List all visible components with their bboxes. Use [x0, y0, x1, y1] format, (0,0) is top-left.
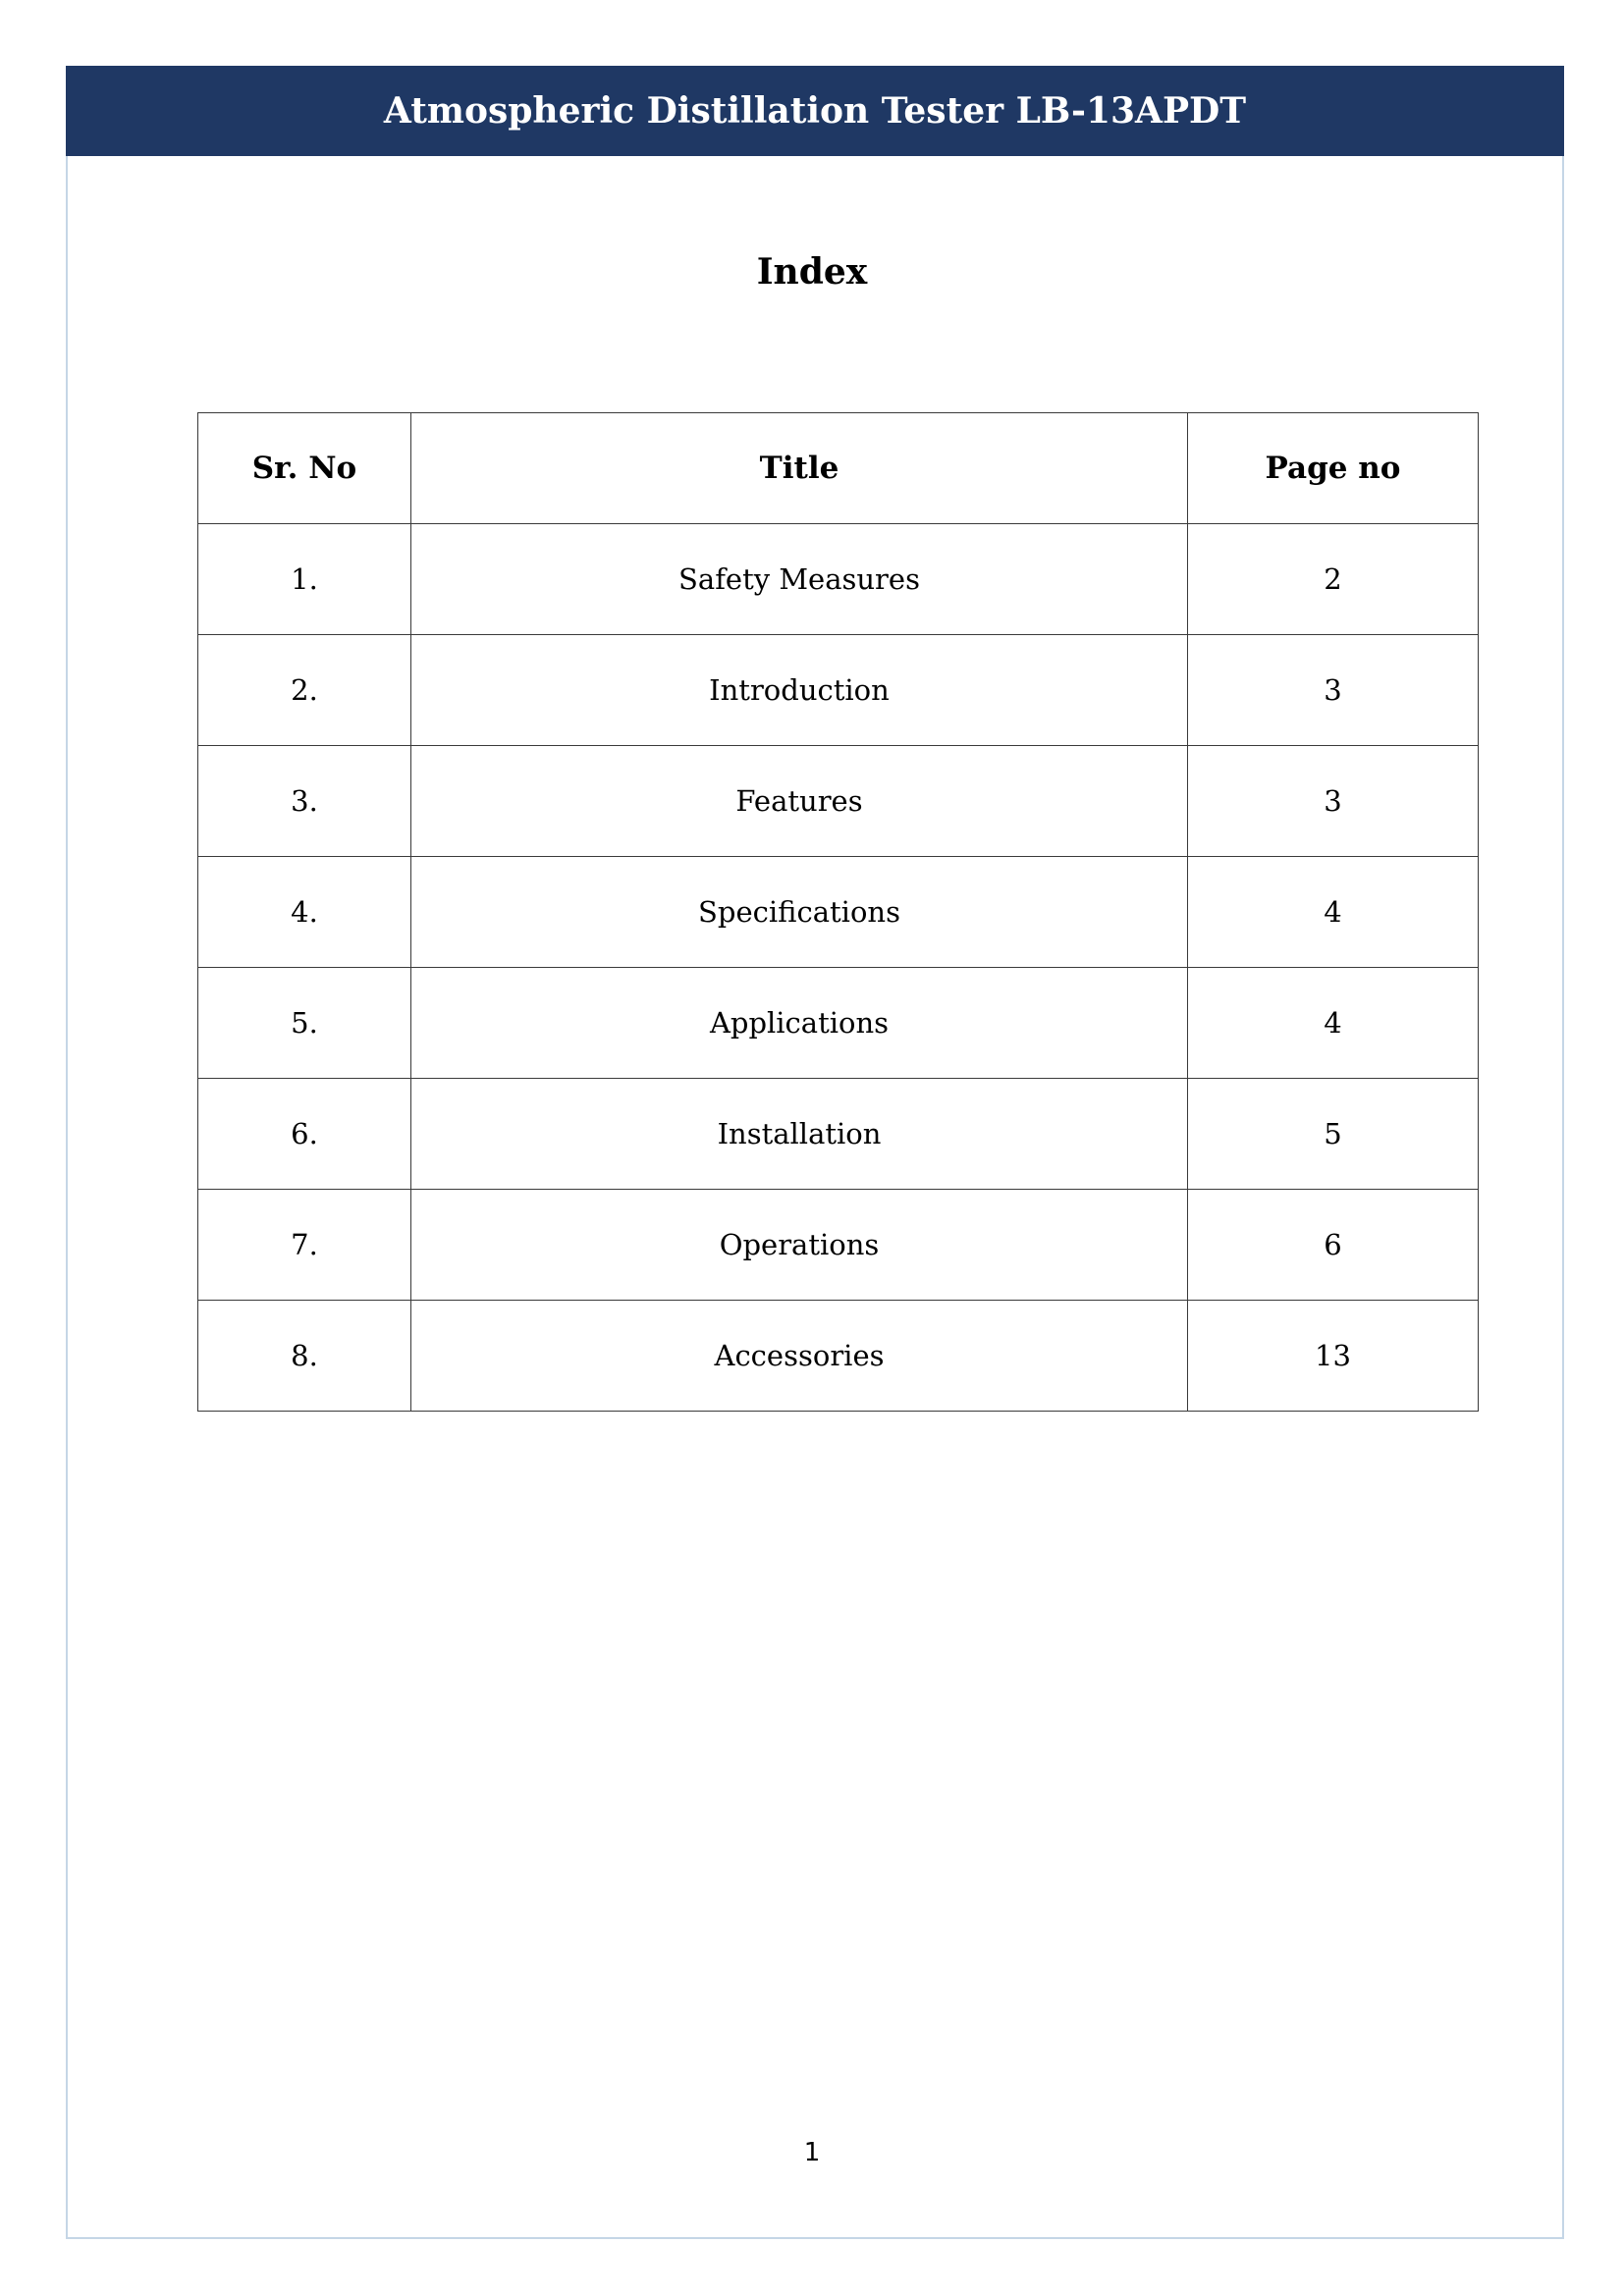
sr-no-cell: 7.	[198, 1190, 411, 1301]
page-no-cell: 4	[1188, 857, 1479, 968]
title-cell: Specifications	[411, 857, 1188, 968]
title-cell: Applications	[411, 968, 1188, 1079]
table-header-row	[198, 413, 1479, 524]
table-row	[198, 968, 1479, 1079]
page-no-cell: 13	[1188, 1301, 1479, 1412]
column-header-page-no: Page no	[1188, 413, 1479, 524]
table-row	[198, 1301, 1479, 1412]
page-no-cell: 2	[1188, 524, 1479, 635]
table-row	[198, 1190, 1479, 1301]
page-no-cell: 3	[1188, 746, 1479, 857]
table-row	[198, 524, 1479, 635]
table-row	[198, 1079, 1479, 1190]
title-cell: Features	[411, 746, 1188, 857]
page-no-cell: 3	[1188, 635, 1479, 746]
index-table	[197, 412, 1479, 1412]
document-header	[66, 66, 1564, 156]
sr-no-cell: 4.	[198, 857, 411, 968]
sr-no-cell: 2.	[198, 635, 411, 746]
table-row	[198, 746, 1479, 857]
column-header-title: Title	[411, 413, 1188, 524]
title-cell: Operations	[411, 1190, 1188, 1301]
sr-no-cell: 5.	[198, 968, 411, 1079]
table-row	[198, 857, 1479, 968]
sr-no-cell: 1.	[198, 524, 411, 635]
column-header-sr-no: Sr. No	[198, 413, 411, 524]
page-no-cell: 4	[1188, 968, 1479, 1079]
title-cell: Safety Measures	[411, 524, 1188, 635]
page-no-cell: 6	[1188, 1190, 1479, 1301]
sr-no-cell: 8.	[198, 1301, 411, 1412]
page-no-cell: 5	[1188, 1079, 1479, 1190]
title-cell: Introduction	[411, 635, 1188, 746]
index-heading: Index	[756, 251, 868, 293]
document-title: Atmospheric Distillation Tester LB-13APDT	[383, 90, 1247, 132]
title-cell: Installation	[411, 1079, 1188, 1190]
table-row	[198, 635, 1479, 746]
sr-no-cell: 6.	[198, 1079, 411, 1190]
sr-no-cell: 3.	[198, 746, 411, 857]
title-cell: Accessories	[411, 1301, 1188, 1412]
page-number: 1	[803, 2138, 821, 2167]
